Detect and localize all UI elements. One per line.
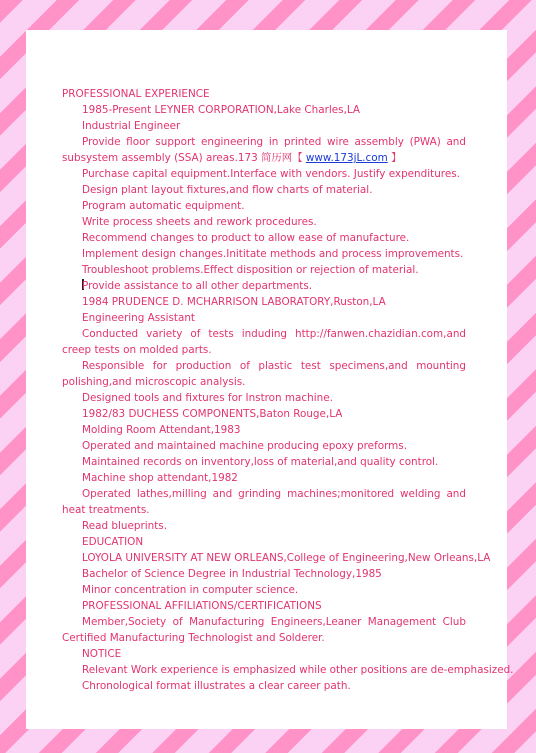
text-line: Engineering Assistant: [82, 312, 195, 324]
text-line: Recommend changes to product to allow ease of manufacture.: [82, 232, 410, 244]
text-paragraph: [62, 134, 466, 166]
text-line: Purchase capital equipment.Interface with vendors. Justify expenditures.: [82, 168, 460, 180]
text-line: Maintained records on inventory,loss of material,and quality control.: [82, 456, 439, 468]
document-body: [62, 86, 514, 694]
website-link[interactable]: www.173jL.com: [305, 152, 388, 164]
text-line: Molding Room Attendant,1983: [82, 424, 241, 436]
text-line: 1982/83 DUCHESS COMPONENTS,Baton Rouge,LA: [82, 408, 343, 420]
text-line: Write process sheets and rework procedures.: [82, 216, 317, 228]
text-line: 1984 PRUDENCE D. MCHARRISON LABORATORY,Ruston,LA: [82, 296, 386, 308]
text-line: LOYOLA UNIVERSITY AT NEW ORLEANS,College of Engineering,New Orleans,LA: [82, 552, 491, 564]
section-heading-experience: PROFESSIONAL EXPERIENCE: [62, 88, 210, 100]
text-line: Designed tools and fixtures for Instron machine.: [82, 392, 333, 404]
text-line: Program automatic equipment.: [82, 200, 245, 212]
section-heading-notice: NOTICE: [82, 648, 122, 660]
text-line: Machine shop attendant,1982: [82, 472, 238, 484]
text-line: Operated and maintained machine producing epoxy preforms.: [82, 440, 408, 452]
section-heading-education: EDUCATION: [82, 536, 144, 548]
text-line: Relevant Work experience is emphasized while other positions are de-emphasized.: [82, 664, 514, 676]
text-paragraph: Conducted variety of tests induding http://fanwen.chazidian.com,and creep tests on molded parts.: [62, 328, 466, 356]
text-line: 1985-Present LEYNER CORPORATION,Lake Charles,LA: [82, 104, 361, 116]
text-line: Industrial Engineer: [82, 120, 181, 132]
text-line: Implement design changes.Inititate methods and process improvements.: [82, 248, 464, 260]
text-line: Troubleshoot problems.Effect disposition or rejection of material.: [82, 264, 419, 276]
text-span: 】: [391, 152, 402, 164]
text-span: Provide floor support engineering in printed wire assembly (PWA) and subsystem assembly (SSA) areas.173 简历网【: [62, 136, 466, 164]
text-line: Minor concentration in computer science.: [82, 584, 299, 596]
text-paragraph: Responsible for production of plastic test specimens,and mounting polishing,and microscopic analysis.: [62, 360, 466, 388]
text-paragraph: Operated lathes,milling and grinding machines;monitored welding and heat treatments.: [62, 488, 466, 516]
text-span: rovide assistance to all other departments.: [88, 280, 313, 292]
text-paragraph: Member,Society of Manufacturing Engineers,Leaner Management Club Certified Manufacturing Technologist and Solderer.: [62, 616, 466, 644]
text-span: P: [82, 280, 89, 292]
text-line: Bachelor of Science Degree in Industrial Technology,1985: [82, 568, 382, 580]
section-heading-affiliations: PROFESSIONAL AFFILIATIONS/CERTIFICATIONS: [82, 600, 322, 612]
text-line: Design plant layout fixtures,and flow charts of material.: [82, 184, 373, 196]
document-page[interactable]: [26, 30, 514, 729]
text-line: Read blueprints.: [82, 520, 168, 532]
text-line-with-caret: [62, 278, 466, 294]
text-line: Chronological format illustrates a clear career path.: [82, 680, 351, 692]
